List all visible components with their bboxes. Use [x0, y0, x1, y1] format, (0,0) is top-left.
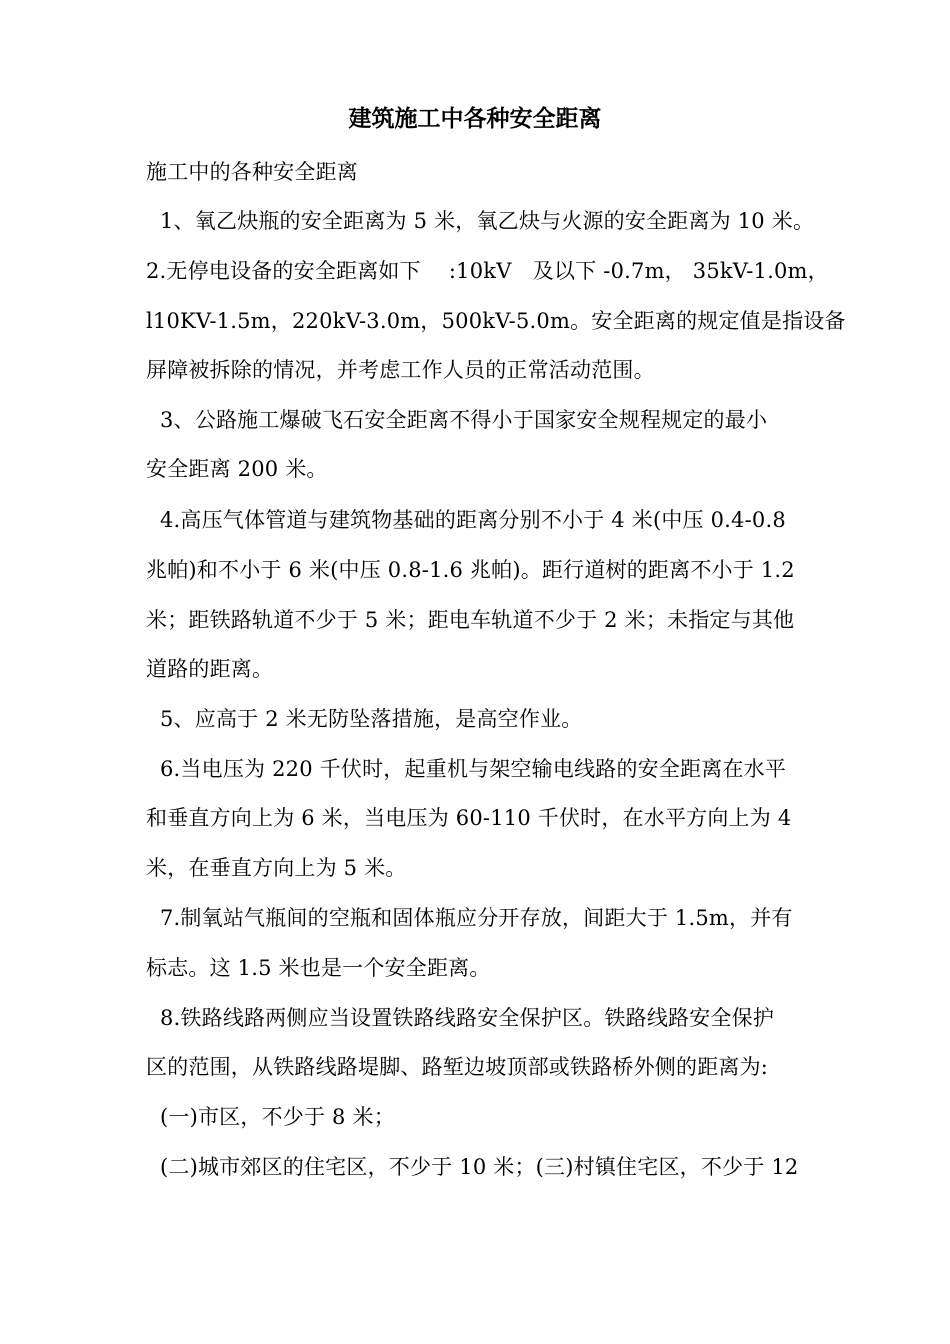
text-line: 标志。这 1.5 米也是一个安全距离。	[146, 956, 491, 980]
text-line: 施工中的各种安全距离	[146, 160, 358, 184]
text-line: 兆帕)和不小于 6 米(中压 0.8-1.6 兆帕)。距行道树的距离不小于 1.2	[146, 558, 795, 582]
document-title: 建筑施工中各种安全距离	[348, 105, 602, 132]
text-line: 区的范围，从铁路线路堤脚、路堑边坡顶部或铁路桥外侧的距离为:	[146, 1055, 769, 1079]
text-line: 安全距离 200 米。	[146, 457, 328, 481]
text-line: (一)市区，不少于 8 米；	[160, 1105, 395, 1129]
text-line: 6.当电压为 220 千伏时，起重机与架空输电线路的安全距离在水平	[160, 757, 787, 781]
text-line: 2.无停电设备的安全距离如下 :10kV 及以下 -0.7m， 35kV-1.0m，	[146, 259, 829, 283]
text-line: 米；距铁路轨道不少于 5 米；距电车轨道不少于 2 米；未指定与其他	[146, 608, 795, 632]
text-line: 7.制氧站气瓶间的空瓶和固体瓶应分开存放，间距大于 1.5m，并有	[160, 906, 793, 930]
text-line: 屏障被拆除的情况，并考虑工作人员的正常活动范围。	[146, 358, 655, 382]
text-line: 4.高压气体管道与建筑物基础的距离分别不小于 4 米(中压 0.4-0.8	[160, 508, 786, 532]
text-line: 5、应高于 2 米无防坠落措施，是高空作业。	[160, 707, 583, 731]
text-line: (二)城市郊区的住宅区，不少于 10 米；(三)村镇住宅区，不少于 12	[160, 1155, 799, 1179]
text-line: 米，在垂直方向上为 5 米。	[146, 856, 407, 880]
text-line: 3、公路施工爆破飞石安全距离不得小于国家安全规程规定的最小	[160, 408, 768, 432]
text-line: l10KV-1.5m，220kV-3.0m，500kV-5.0m。安全距离的规定值是指设备	[146, 309, 846, 333]
text-line: 道路的距离。	[146, 657, 274, 681]
text-line: 和垂直方向上为 6 米，当电压为 60-110 千伏时，在水平方向上为 4	[146, 806, 792, 830]
text-line: 8.铁路线路两侧应当设置铁路线路安全保护区。铁路线路安全保护	[160, 1006, 775, 1030]
text-line: 1、氧乙炔瓶的安全距离为 5 米，氧乙炔与火源的安全距离为 10 米。	[160, 209, 815, 233]
